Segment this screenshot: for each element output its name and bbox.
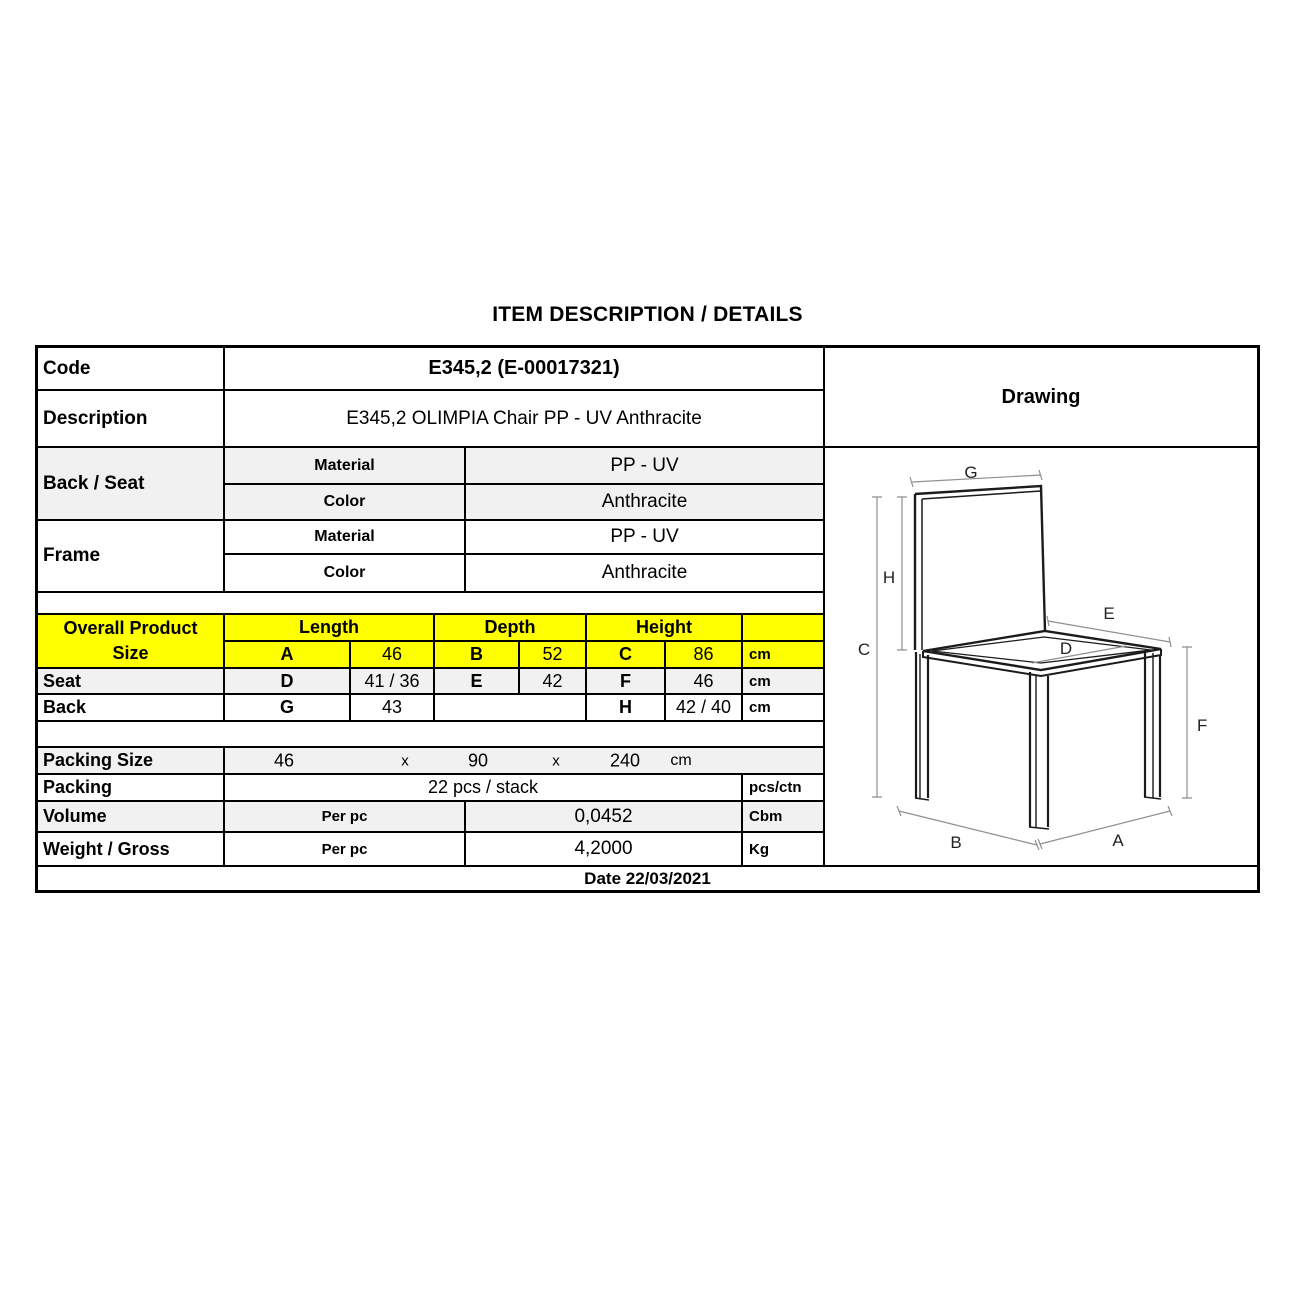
frame-material-row	[225, 521, 823, 555]
row-volume	[38, 802, 823, 833]
dim-b-key: B	[435, 642, 520, 667]
packing-size-dim2: 90	[467, 750, 489, 770]
back-seat-label: Back / Seat	[38, 448, 225, 519]
section-back-seat	[38, 448, 823, 521]
description-value: E345,2 OLIMPIA Chair PP - UV Anthracite	[346, 407, 702, 429]
dim-line-c	[872, 497, 882, 797]
row-code	[38, 348, 823, 391]
overall-product-size-label	[38, 615, 225, 667]
back-seat-color-label: Color	[225, 485, 466, 519]
overall-unit: cm	[749, 646, 771, 663]
dim-g-value: 43	[351, 695, 435, 720]
label-e: E	[1103, 604, 1115, 623]
packing-value: 22 pcs / stack	[225, 775, 743, 800]
overall-product-line1: Overall Product	[63, 618, 198, 638]
dim-g-key: G	[225, 695, 351, 720]
dim-line-b	[897, 806, 1039, 850]
dim-d-key: D	[225, 669, 351, 693]
size-header-row	[225, 615, 823, 642]
dim-e-key: E	[435, 669, 520, 693]
overall-product-line2: Size	[112, 643, 149, 663]
size-overall-row	[225, 642, 823, 667]
packing-label: Packing	[38, 775, 225, 800]
seat-label: Seat	[38, 669, 225, 693]
dim-c-key: C	[587, 642, 666, 667]
frame-color-value: Anthracite	[601, 562, 688, 583]
volume-basis: Per pc	[225, 802, 466, 831]
weight-value: 4,2000	[466, 833, 743, 865]
row-back	[38, 695, 823, 722]
row-description	[38, 391, 823, 448]
size-header-grid	[225, 615, 823, 667]
label-g: G	[964, 463, 978, 482]
volume-label: Volume	[38, 802, 225, 831]
dim-f-key: F	[587, 669, 666, 693]
size-header-unit-blank	[743, 615, 823, 640]
length-header: Length	[225, 615, 435, 640]
label-f: F	[1197, 716, 1208, 735]
spacer-row-2	[38, 722, 823, 748]
dim-line-f	[1182, 647, 1192, 798]
code-value: E345,2 (E-00017321)	[428, 357, 620, 379]
frame-label: Frame	[38, 521, 225, 591]
chair-legs	[915, 652, 1161, 829]
packing-size-dim1: 46	[273, 750, 295, 770]
dim-e-value: 42	[520, 669, 587, 693]
weight-basis: Per pc	[225, 833, 466, 865]
frame-color-label: Color	[225, 555, 466, 591]
dim-h-key: H	[587, 695, 666, 720]
chair-drawing	[825, 448, 1257, 863]
packing-size-dim3: 240	[609, 750, 641, 770]
dim-d-value: 41 / 36	[351, 669, 435, 693]
frame-rows	[225, 521, 823, 591]
depth-header: Depth	[435, 615, 587, 640]
drawing-title: Drawing	[825, 348, 1257, 448]
dim-h-value: 42 / 40	[666, 695, 743, 720]
back-seat-color-row	[225, 485, 823, 519]
back-seat-rows	[225, 448, 823, 519]
frame-material-label: Material	[225, 521, 466, 553]
row-packing-size	[38, 748, 823, 775]
back-seat-material-row	[225, 448, 823, 485]
packing-size-x2: x	[552, 752, 560, 769]
dim-line-a	[1038, 806, 1172, 849]
weight-label: Weight / Gross	[38, 833, 225, 865]
label-c: C	[857, 640, 871, 659]
dim-c-value: 86	[666, 642, 743, 667]
volume-value: 0,0452	[466, 802, 743, 831]
drawing-cell	[823, 348, 1257, 867]
label-h: H	[882, 568, 896, 587]
page-title: ITEM DESCRIPTION / DETAILS	[492, 303, 803, 326]
chair-backrest	[915, 486, 1045, 650]
frame-material-value: PP - UV	[610, 526, 679, 547]
label-d: D	[1059, 639, 1073, 658]
volume-unit: Cbm	[749, 808, 783, 825]
height-header: Height	[587, 615, 743, 640]
details-table	[35, 345, 1260, 893]
row-weight	[38, 833, 823, 867]
weight-unit: Kg	[749, 840, 769, 858]
spacer-row-1	[38, 593, 823, 615]
label-b: B	[950, 833, 962, 852]
row-packing	[38, 775, 823, 802]
code-label: Code	[38, 348, 225, 389]
section-frame	[38, 521, 823, 593]
dim-line-h	[897, 497, 907, 650]
packing-size-value	[225, 748, 823, 773]
row-seat	[38, 669, 823, 695]
seat-unit: cm	[749, 672, 771, 690]
chair-seat	[923, 631, 1161, 676]
back-seat-color-value: Anthracite	[601, 491, 688, 512]
back-unit: cm	[749, 699, 771, 716]
packing-size-unit: cm	[670, 751, 692, 769]
back-label: Back	[38, 695, 225, 720]
dim-a-key: A	[225, 642, 351, 667]
packing-unit: pcs/ctn	[749, 779, 802, 796]
date-row: Date 22/03/2021	[584, 868, 711, 888]
section-size-header	[38, 615, 823, 669]
description-label: Description	[38, 391, 225, 446]
back-depth-blank	[435, 695, 587, 720]
dim-a-value: 46	[351, 642, 435, 667]
back-seat-material-label: Material	[225, 448, 466, 483]
dim-b-value: 52	[520, 642, 587, 667]
packing-size-x1: x	[401, 752, 409, 769]
packing-size-label: Packing Size	[38, 748, 225, 773]
back-seat-material-value: PP - UV	[610, 454, 679, 476]
frame-color-row	[225, 555, 823, 591]
dim-f-value: 46	[666, 669, 743, 693]
label-a: A	[1112, 831, 1124, 850]
